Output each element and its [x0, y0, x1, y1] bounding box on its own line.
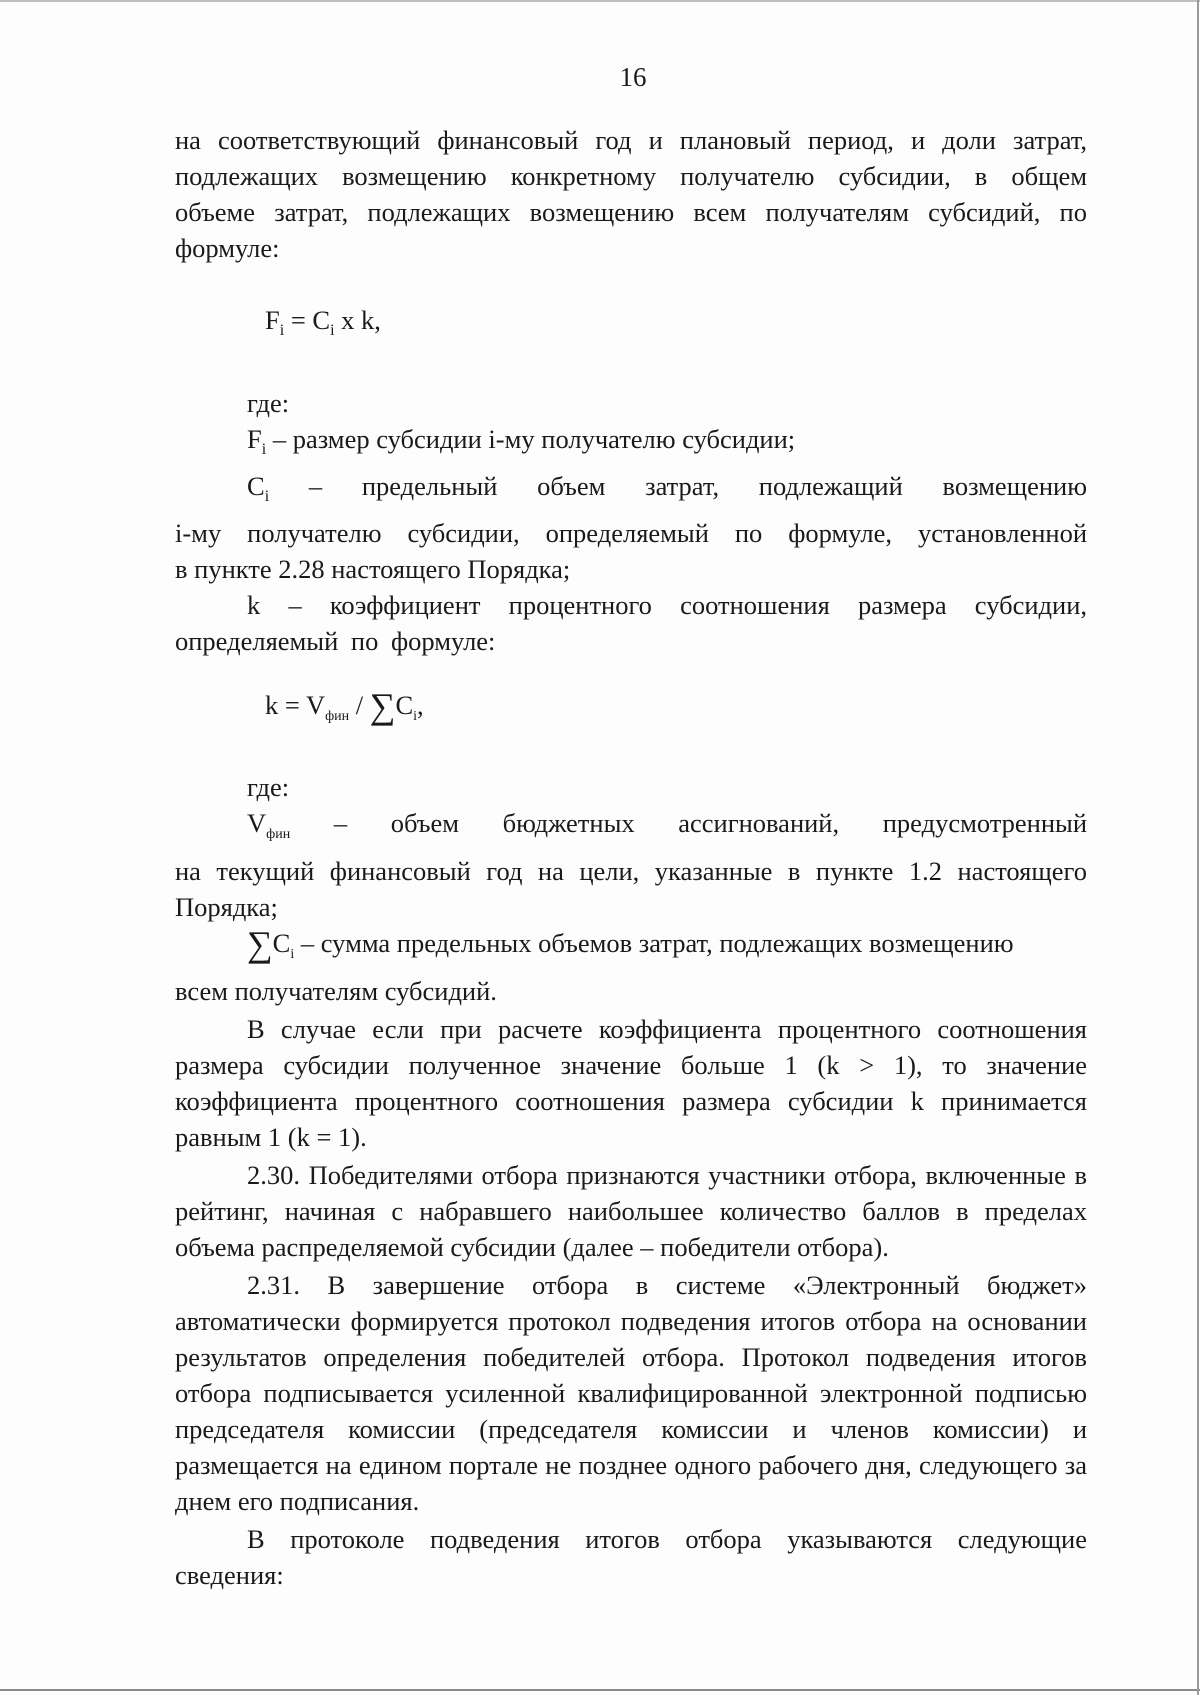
formula-1-F-index: i	[279, 322, 285, 339]
definition-Ci-symbol: C	[247, 471, 265, 501]
page-number: 16	[619, 62, 647, 92]
definition-Ci-line-1-text: предельный объем затрат, подлежащий возмещению	[361, 471, 1088, 501]
where-label-2: где:	[247, 772, 290, 802]
formula-2-slash: /	[349, 690, 370, 720]
formula-2-C-index: i	[413, 709, 418, 724]
definition-sum-index: i	[290, 947, 295, 962]
paragraph-2-30: 2.30. Победителями отбора признаются участники отбора, включенные в рейтинг, начиная с набравшего наибольшее количество баллов в пределах объема распределяемой субсидии (далее – победители отбора).	[175, 1160, 1087, 1262]
definition-Ci-line-2: i-му получателю субсидии, определяемый по формуле, установленной	[175, 518, 1087, 548]
page-edge-bottom	[0, 1689, 1200, 1691]
definition-Fi-text: – размер субсидии i-му получателю субсидии;	[266, 424, 796, 454]
definition-k: k – коэффициент процентного соотношения размера субсидии, определяемый по формуле:	[175, 590, 1087, 656]
paragraph-intro: на соответствующий финансовый год и плановый период, и доли затрат, подлежащих возмещению конкретному получателю субсидии, в общем объеме затрат, подлежащих возмещению всем получателям субсидий, по формуле:	[175, 125, 1087, 263]
paragraph-2-31: 2.31. В завершение отбора в системе «Электронный бюджет» автоматически формируется протокол подведения итогов отбора на основании результатов определения победителей отбора. Протокол подведения итогов отбора подписывается усиленной квалифицированной электронной подписью председателя комиссии (председателя комиссии и членов комиссии) и размещается на едином портале не позднее одного рабочего дня, следующего за днем его подписания.	[175, 1270, 1087, 1516]
formula-1-C-index: i	[330, 322, 335, 339]
formula-coefficient-k	[175, 687, 1087, 735]
formula-2-tail: ,	[417, 690, 424, 720]
document-body	[175, 122, 1087, 1593]
formula-subsidy-size	[175, 302, 1087, 349]
where-label-1: где:	[247, 388, 290, 418]
formula-1-equals: =	[284, 305, 313, 335]
page-edge-top	[0, 0, 1200, 2]
definition-Ci-index: i	[264, 488, 270, 505]
page-edge-right	[1197, 0, 1199, 1695]
definition-Vfin-line-1	[175, 805, 1087, 853]
formula-1-tail: x k,	[334, 305, 381, 335]
paragraph-coefficient-case: В случае если при расчете коэффициента процентного соотношения размера субсидии полученное значение больше 1 (k > 1), то значение коэффициента процентного соотношения размера субсидии k принимается равным 1 (k = 1).	[175, 1014, 1087, 1152]
formula-1-C: C	[312, 305, 331, 335]
definition-Vfin-line-2: на текущий финансовый год на цели, указанные в пункте 1.2 настоящего	[175, 856, 1087, 886]
formula-2-sigma: ∑	[369, 686, 396, 726]
paragraph-protocol-contents: В протоколе подведения итогов отбора указываются следующие сведения:	[175, 1524, 1087, 1590]
definition-Ci-dash: –	[308, 471, 323, 501]
definition-sum-sigma: ∑	[247, 924, 273, 964]
definition-Ci-line-3: в пункте 2.28 настоящего Порядка;	[175, 554, 571, 584]
definition-sum-C: C	[272, 928, 291, 958]
definition-Vfin-line-1-text: объем бюджетных ассигнований, предусмотренный	[390, 808, 1088, 838]
definition-Vfin-dash: –	[333, 808, 348, 838]
formula-1-F: F	[265, 305, 280, 335]
definition-Fi-symbol: F	[247, 424, 262, 454]
definition-sum-text: – сумма предельных объемов затрат, подлежащих возмещению	[294, 928, 1014, 958]
definition-Vfin	[175, 805, 1087, 925]
definition-Vfin-line-3: Порядка;	[175, 892, 278, 922]
formula-2-left: k = V	[265, 690, 326, 720]
formula-2-C: C	[395, 690, 414, 720]
definition-Fi	[175, 421, 1087, 468]
definition-sum-Ci	[175, 925, 1087, 1009]
definition-Fi-index: i	[261, 441, 267, 458]
definition-sum-line-1	[175, 925, 1087, 973]
definition-Ci-line-1	[175, 468, 1087, 515]
definition-Vfin-sub: фин	[266, 827, 291, 842]
formula-2-sub-fin: фин	[325, 709, 350, 724]
definition-Ci	[175, 468, 1087, 587]
definition-Vfin-symbol: V	[247, 808, 267, 838]
definition-sum-line-2: всем получателям субсидий.	[175, 976, 497, 1006]
